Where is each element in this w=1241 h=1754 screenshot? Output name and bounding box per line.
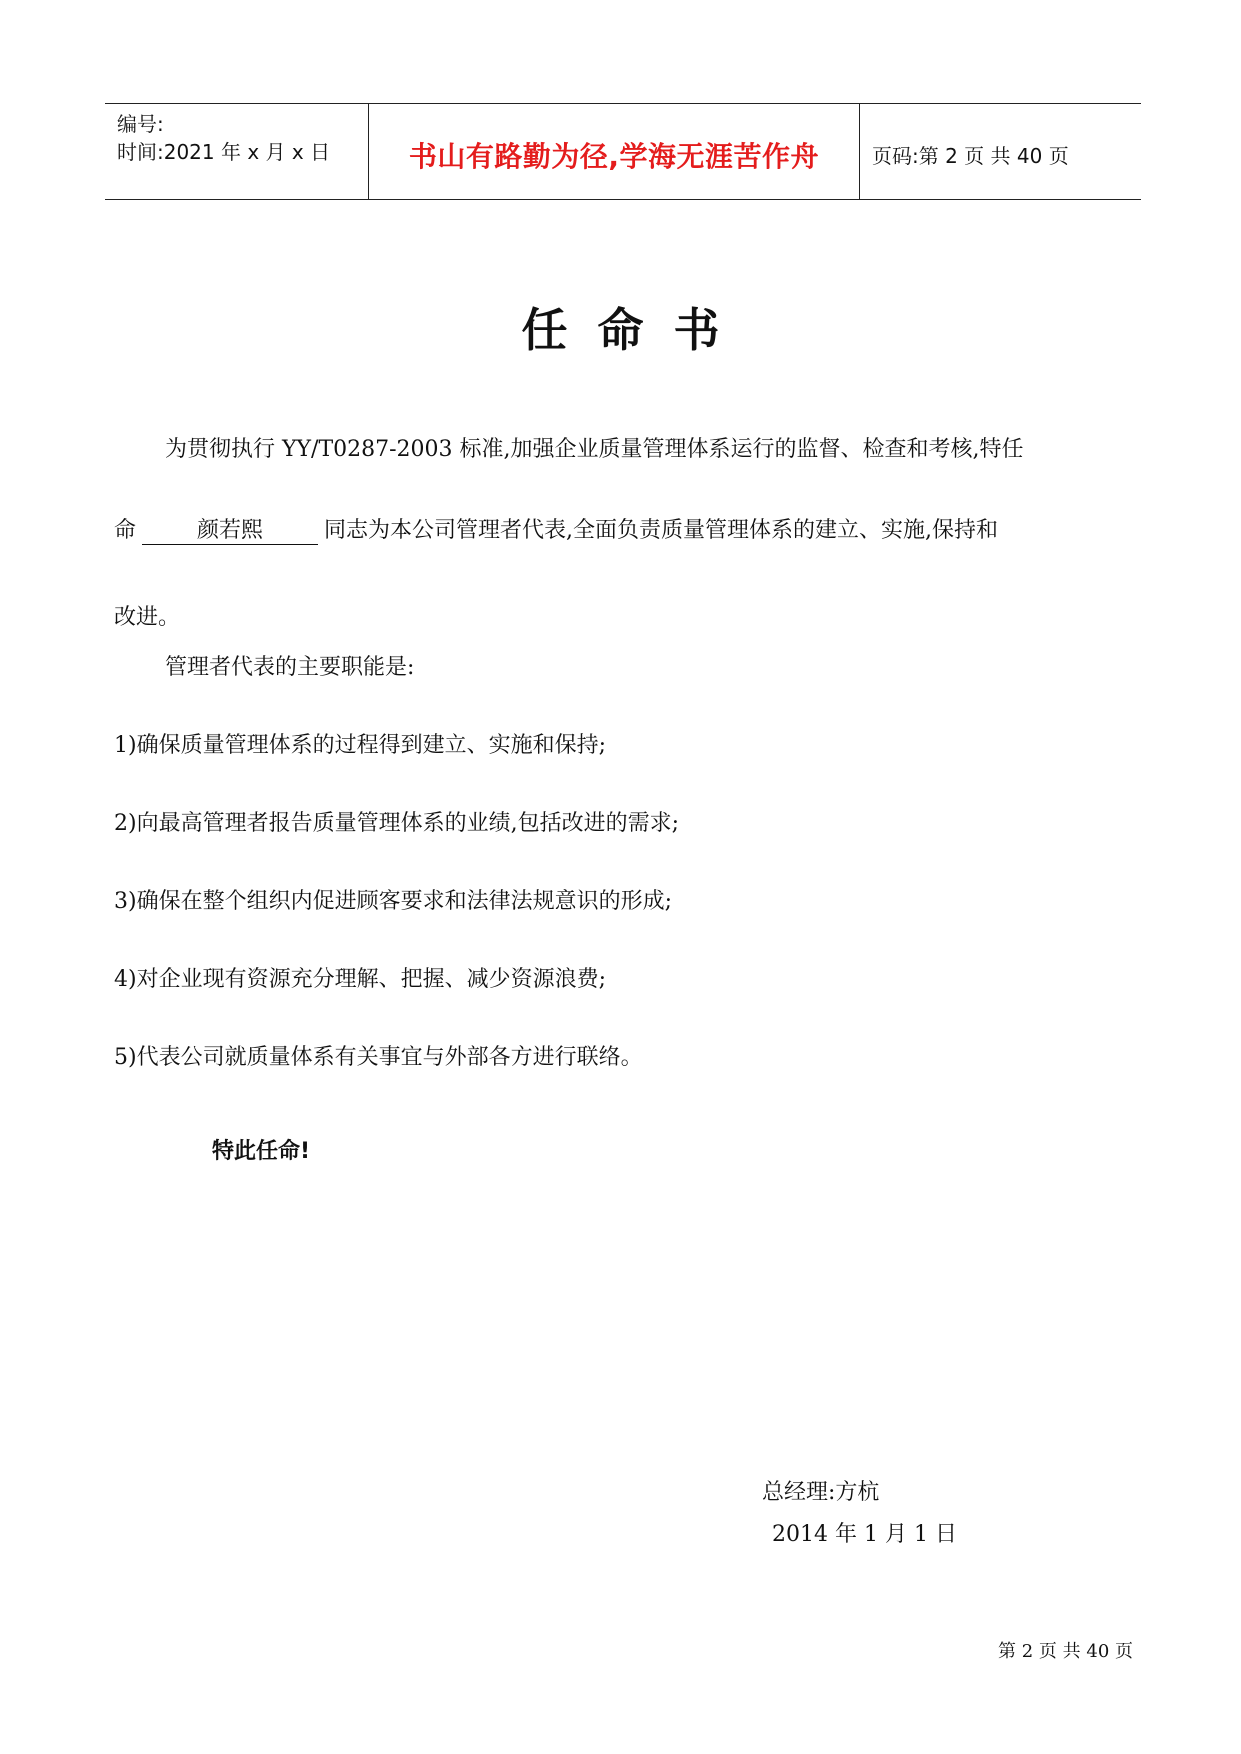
body-line-2-prefix: 命: [114, 518, 137, 543]
duty-item: 4)对企业现有资源充分理解、把握、减少资源浪费;: [114, 967, 606, 992]
document-header: [105, 103, 1141, 200]
duty-item: 5)代表公司就质量体系有关事宜与外部各方进行联络。: [114, 1045, 643, 1070]
page-footer: 第 2 页 共 40 页: [998, 1641, 1133, 1662]
document-title: 任命书: [521, 303, 750, 357]
motto: 书山有路勤为径,学海无涯苦作舟: [408, 140, 820, 173]
page-info: 页码:第 2 页 共 40 页: [872, 144, 1069, 168]
signature-date: 2014 年 1 月 1 日: [772, 1522, 957, 1547]
duties-intro: 管理者代表的主要职能是:: [165, 655, 415, 680]
duty-item: 3)确保在整个组织内促进顾客要求和法律法规意识的形成;: [114, 889, 672, 914]
signer: 总经理:方杭: [762, 1480, 880, 1505]
header-motto-cell: [368, 104, 860, 199]
header-page-cell: [860, 104, 1140, 199]
body-line-1: 为贯彻执行 YY/T0287-2003 标准,加强企业质量管理体系运行的监督、检查和考核,特任: [165, 437, 1024, 462]
body-line-2: [114, 513, 998, 545]
body-line-2-suffix: 同志为本公司管理者代表,全面负责质量管理体系的建立、实施,保持和: [324, 518, 999, 543]
time-label: 时间:2021 年 x 月 x 日: [117, 140, 331, 164]
header-meta: [105, 104, 368, 199]
appointee-name: 颜若熙: [142, 518, 318, 545]
duty-item: 1)确保质量管理体系的过程得到建立、实施和保持;: [114, 733, 606, 758]
closing-statement: 特此任命!: [212, 1139, 311, 1164]
duty-item: 2)向最高管理者报告质量管理体系的业绩,包括改进的需求;: [114, 811, 679, 836]
body-line-3: 改进。: [114, 605, 181, 630]
number-label: 编号:: [117, 112, 164, 136]
